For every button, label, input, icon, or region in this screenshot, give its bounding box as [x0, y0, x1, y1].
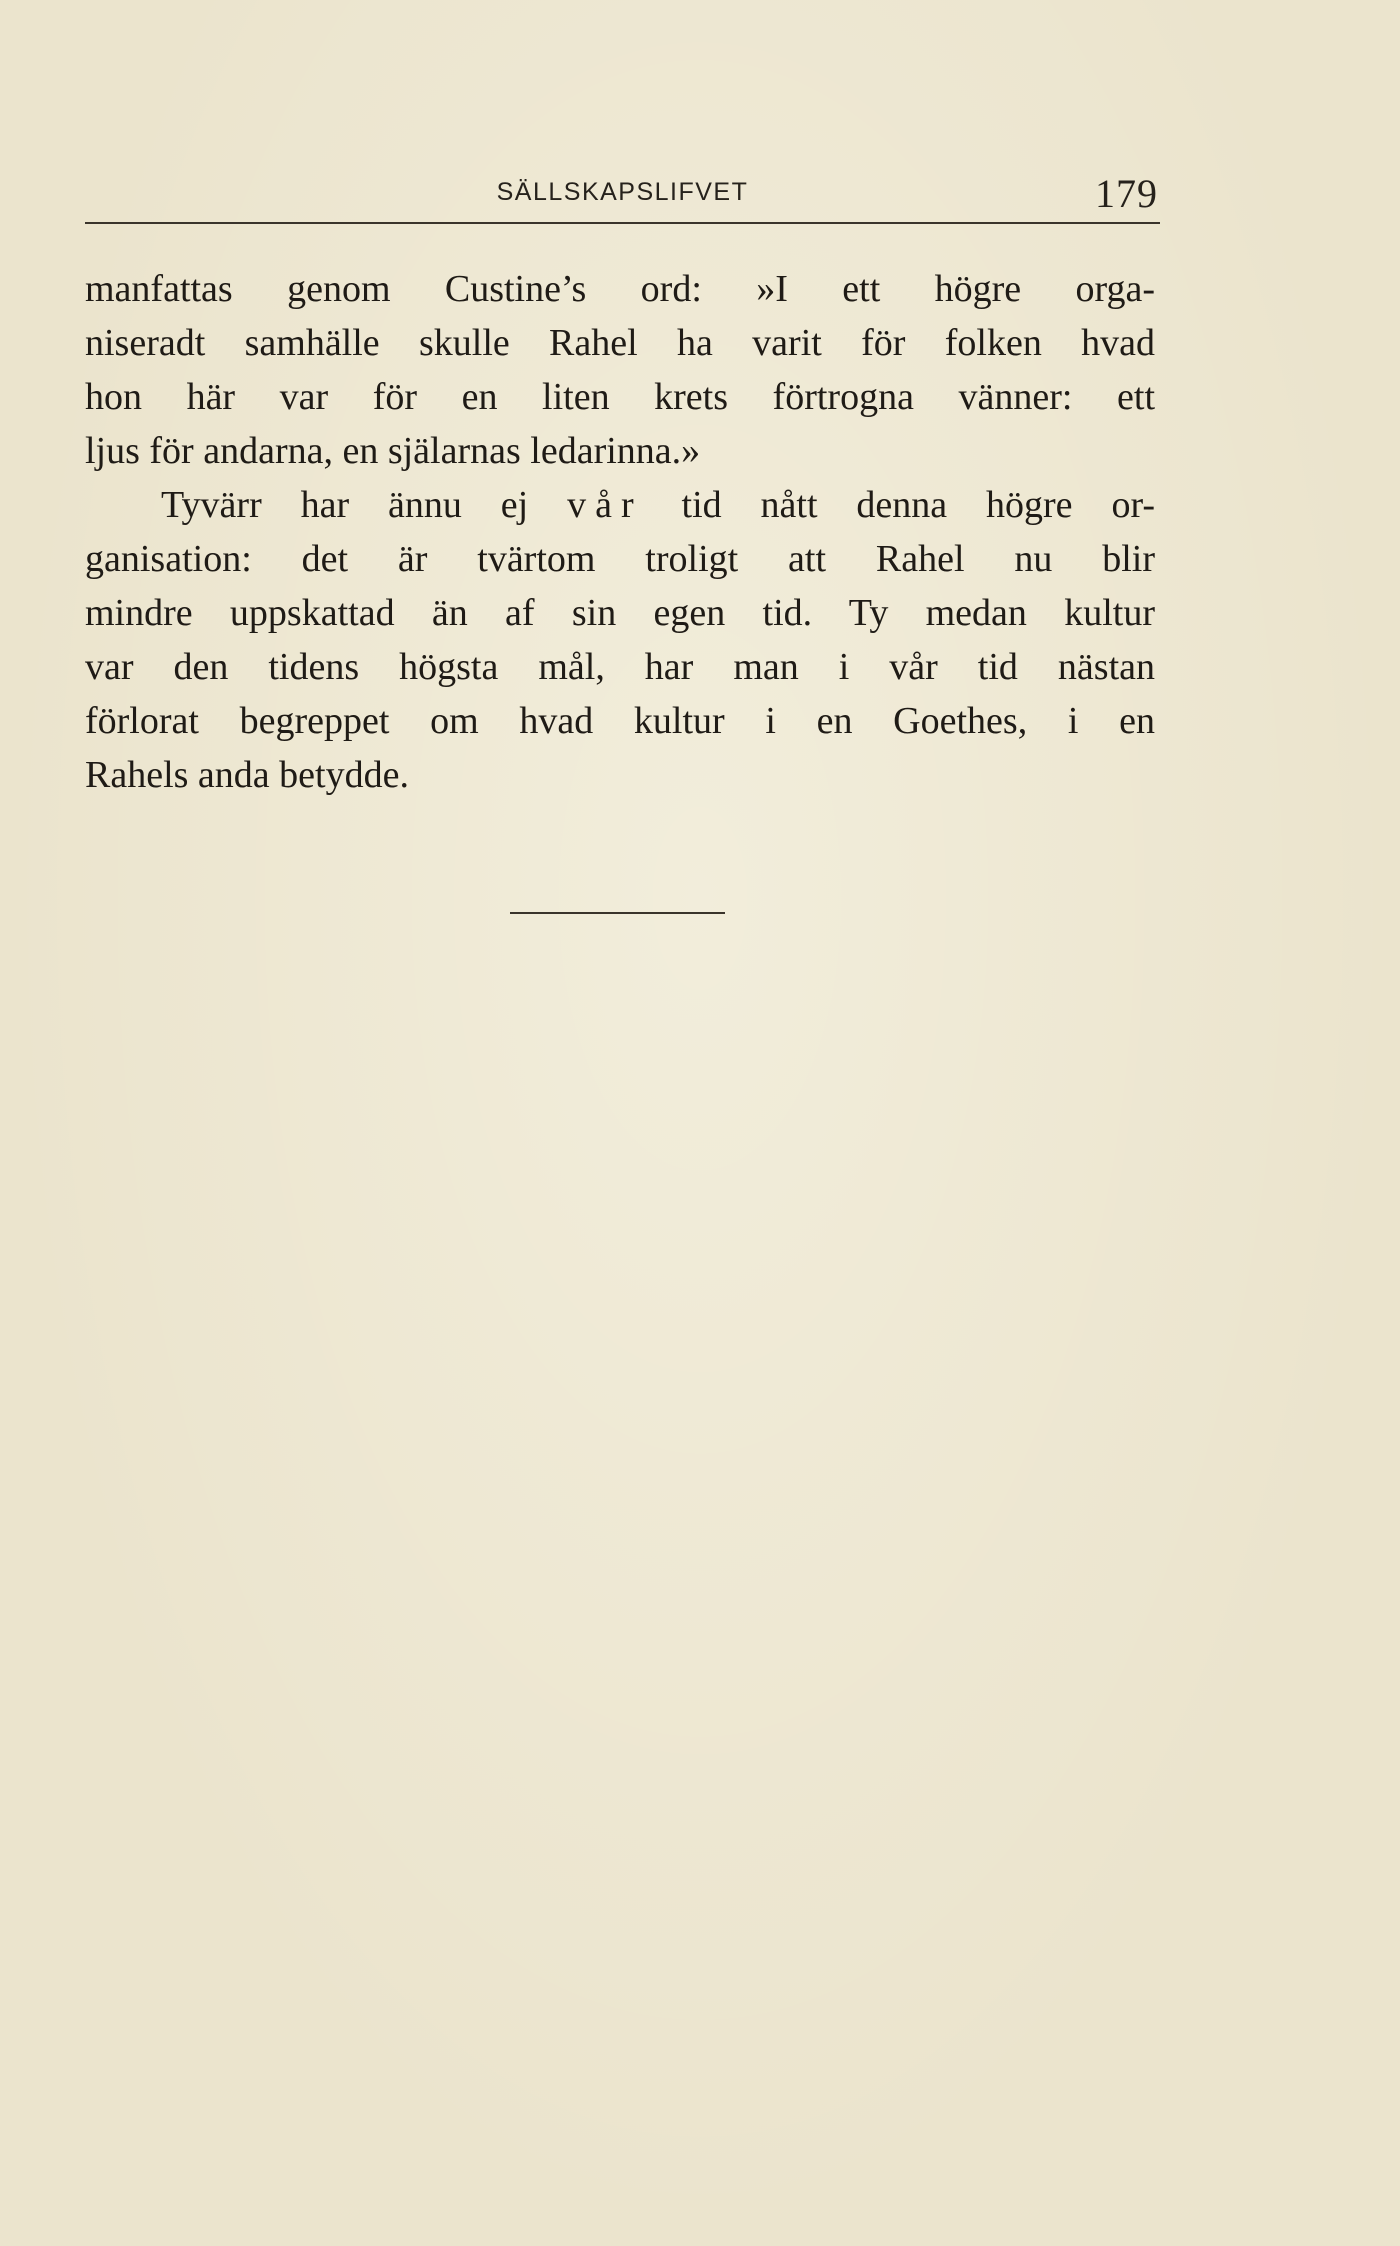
text-line: förlorat begreppet om hvad kultur i en Goethes, i en [85, 700, 1155, 742]
text-line: niseradt samhälle skulle Rahel ha varit för folken hvad [85, 322, 1155, 364]
text-segment: tid nått denna högre or- [642, 484, 1155, 526]
text-segment: Tyvärr har ännu ej [161, 484, 568, 526]
running-head [85, 170, 1160, 220]
section-end-rule [510, 912, 725, 914]
emphasis-spaced: vår [567, 484, 643, 526]
header-rule [85, 222, 1160, 224]
text-line [85, 478, 1155, 532]
body-text [85, 262, 1155, 802]
text-line: var den tidens högsta mål, har man i vår tid nästan [85, 646, 1155, 688]
text-line: manfattas genom Custine’s ord: »I ett högre orga- [85, 268, 1155, 310]
page-number: 179 [1095, 171, 1158, 216]
text-line: hon här var för en liten krets förtrogna vänner: ett [85, 376, 1155, 418]
text-line: ljus för andarna, en själarnas ledarinna.» [85, 430, 701, 472]
text-line: ganisation: det är tvärtom troligt att Rahel nu blir [85, 538, 1155, 580]
text-line: mindre uppskattad än af sin egen tid. Ty medan kultur [85, 592, 1155, 634]
text-line: Rahels anda betydde. [85, 754, 409, 796]
running-title: SÄLLSKAPSLIFVET [496, 178, 749, 206]
